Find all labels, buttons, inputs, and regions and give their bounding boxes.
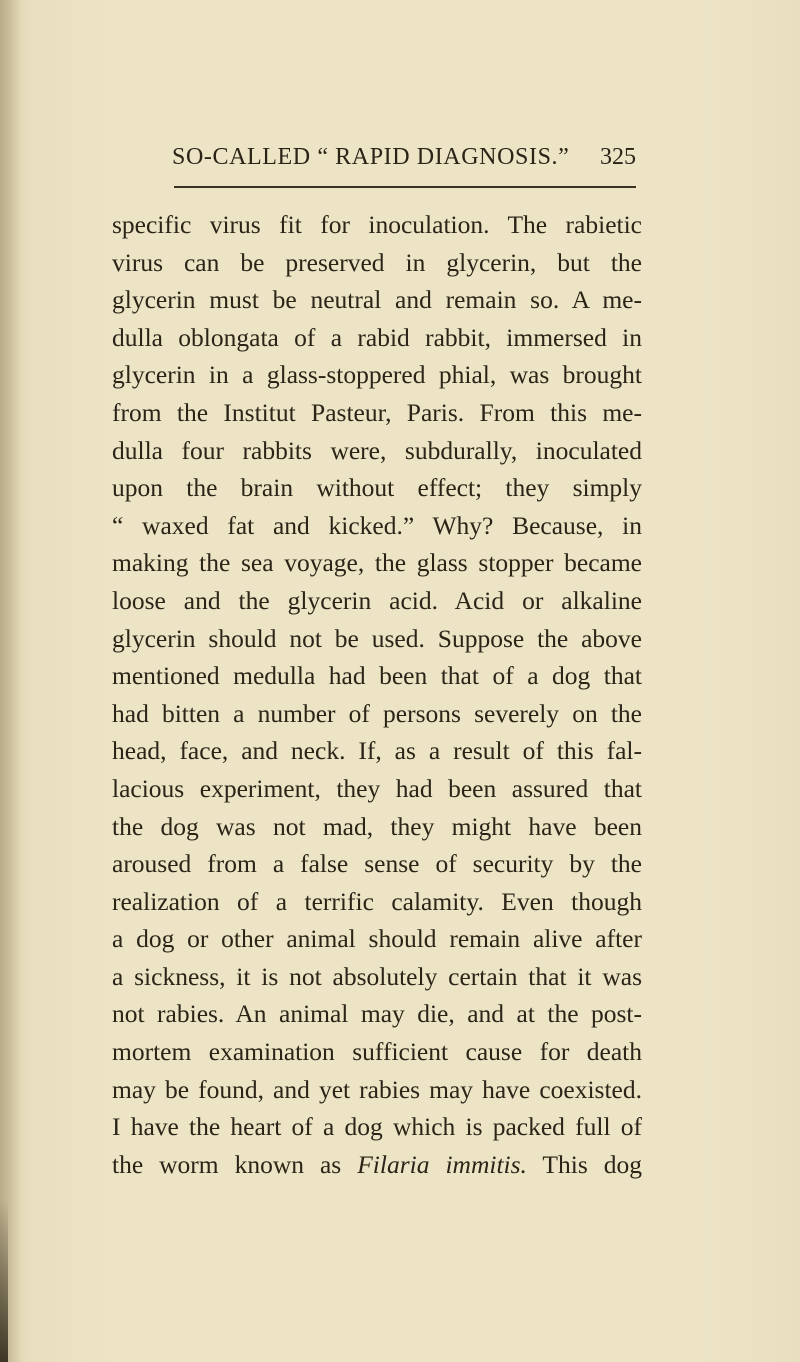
text-line: virus can be preserved in glycerin, but the [112, 247, 642, 277]
text-line: dulla oblongata of a rabid rabbit, immersed in [112, 322, 642, 352]
text-line: a dog or other animal should remain alive after [112, 924, 642, 954]
text-line: dulla four rabbits were, subdurally, inoculated [112, 435, 642, 465]
text-line: aroused from a false sense of security by the [112, 849, 642, 879]
text-line: had bitten a number of persons severely on the [112, 698, 642, 728]
spine-shadow [0, 0, 22, 1362]
text-line: from the Institut Pasteur, Paris. From this me- [112, 397, 642, 427]
text-line: loose and the glycerin acid. Acid or alkaline [112, 585, 642, 615]
text-line: realization of a terrific calamity. Even though [112, 886, 642, 916]
text-line: glycerin in a glass-stoppered phial, was brought [112, 360, 642, 390]
species-name: Filaria immitis. [357, 1149, 527, 1179]
text-line: I have the heart of a dog which is packed full of [112, 1112, 642, 1142]
text-line: head, face, and neck. If, as a result of this fal- [112, 736, 642, 766]
text-line: the dog was not mad, they might have been [112, 811, 642, 841]
text-line: mentioned medulla had been that of a dog that [112, 661, 642, 691]
text-line: glycerin must be neutral and remain so. A me- [112, 285, 642, 315]
text-line: a sickness, it is not absolutely certain that it was [112, 961, 642, 991]
text-line: upon the brain without effect; they simply [112, 473, 642, 503]
text-line: may be found, and yet rabies may have coexisted. [112, 1074, 642, 1104]
last-line-end: This dog [526, 1149, 642, 1179]
text-line: “ waxed fat and kicked.” Why? Because, in [112, 510, 642, 540]
body-text [112, 206, 642, 1183]
spine-edge [0, 1200, 8, 1362]
text-line: glycerin should not be used. Suppose the above [112, 623, 642, 653]
last-line-start: the worm known as [112, 1149, 358, 1179]
text-line: mortem examination sufficient cause for death [112, 1037, 642, 1067]
running-head-title: SO-CALLED “ RAPID DIAGNOSIS.” [172, 144, 570, 170]
text-line: lacious experiment, they had been assured that [112, 773, 642, 803]
text-line: making the sea voyage, the glass stopper became [112, 548, 642, 578]
header-rule [174, 186, 636, 188]
text-line: specific virus fit for inoculation. The rabietic [112, 210, 642, 239]
page-number: 325 [600, 144, 636, 170]
text-line: not rabies. An animal may die, and at the post- [112, 999, 642, 1029]
running-head [172, 144, 636, 180]
text-line-last [112, 1146, 642, 1184]
